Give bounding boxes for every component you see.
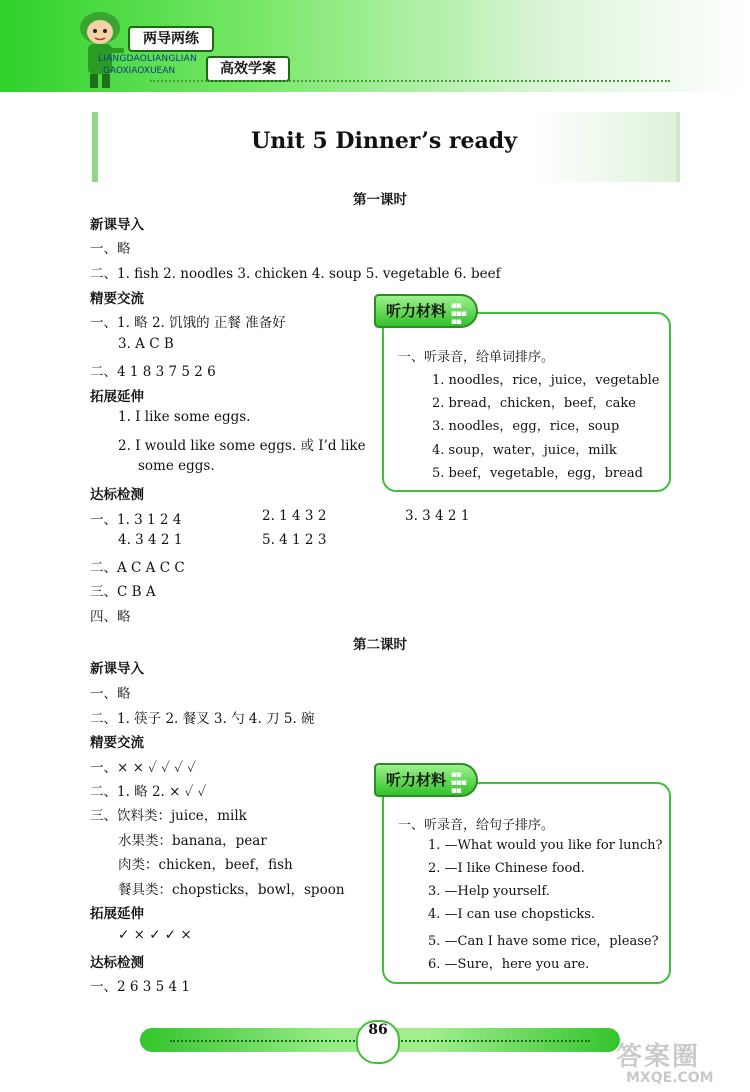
listening-item: 2. bread，chicken，beef，cake — [432, 396, 636, 411]
section-title: 精要交流 — [90, 291, 144, 307]
answer-line: 三、饮料类：juice，milk — [90, 808, 247, 824]
answer-line: 二、A C A C C — [90, 560, 185, 576]
answer-line: 2. I would like some eggs. 或 I’d like — [118, 438, 366, 454]
section-title: 精要交流 — [90, 735, 144, 751]
watermark: 答案圈 — [616, 1042, 701, 1072]
listening-item: 2. —I like Chinese food. — [428, 861, 585, 876]
series-pinyin-2: GAOXIAOXUEAN — [103, 66, 176, 76]
listening-item: 3. noodles，egg，rice，soup — [432, 419, 620, 434]
answer-line: 5. 4 1 2 3 — [262, 532, 327, 548]
answer-line: 一、1. 略 2. 饥饿的 正餐 准备好 — [90, 315, 286, 331]
lesson-heading: 第二课时 — [353, 637, 407, 653]
header-divider — [150, 80, 670, 82]
answer-line: 水果类：banana，pear — [118, 833, 267, 849]
section-title: 拓展延伸 — [90, 906, 144, 922]
answer-line: ✓ × ✓ ✓ × — [118, 927, 192, 943]
answer-line: 一、略 — [90, 686, 131, 702]
answer-line: 二、1. 略 2. × ✓ ✓ — [90, 784, 207, 800]
watermark-url: MXQE.COM — [626, 1070, 714, 1086]
answer-line: 4. 3 4 2 1 — [118, 532, 183, 548]
listening-materials-tag — [374, 763, 478, 797]
answer-line: 3. A C B — [118, 336, 174, 352]
answer-line: 肉类：chicken，beef，fish — [118, 857, 293, 873]
section-title: 拓展延伸 — [90, 389, 144, 405]
unit-title: Unit 5 Dinner’s ready — [251, 128, 517, 154]
answer-line: 一、1. 3 1 2 4 — [90, 512, 182, 528]
listening-intro: 一、听录音，给单词排序。 — [398, 350, 555, 365]
answer-line: 四、略 — [90, 609, 131, 625]
listening-item: 4. soup，water，juice，milk — [432, 443, 617, 458]
listening-tag-label: 听力材料 — [386, 302, 447, 320]
page-number: 86 — [356, 1020, 400, 1064]
section-title: 达标检测 — [90, 955, 144, 971]
answer-line: 二、1. fish 2. noodles 3. chicken 4. soup 5. vegetable 6. beef — [90, 266, 501, 282]
answer-line: 餐具类：chopsticks，bowl，spoon — [118, 882, 345, 898]
series-title: 两导两练 — [128, 26, 214, 52]
answer-line: 1. I like some eggs. — [118, 409, 251, 425]
series-pinyin: LIANGDAOLIANGLIAN — [98, 54, 197, 64]
listening-intro: 一、听录音，给句子排序。 — [398, 818, 555, 833]
answer-line: 二、1. 筷子 2. 餐叉 3. 勺 4. 刀 5. 碗 — [90, 711, 315, 727]
listening-item: 4. —I can use chopsticks. — [428, 907, 596, 922]
answer-line: 二、4 1 8 3 7 5 2 6 — [90, 364, 216, 380]
answer-line: 3. 3 4 2 1 — [405, 508, 470, 524]
listening-item: 1. noodles，rice，juice，vegetable — [432, 373, 660, 388]
lesson-heading: 第一课时 — [353, 192, 407, 208]
answer-line: 三、C B A — [90, 584, 156, 600]
section-title: 新课导入 — [90, 661, 144, 677]
listening-tag-label: 听力材料 — [386, 771, 447, 789]
listening-item: 6. —Sure，here you are. — [428, 957, 590, 972]
answer-line: 2. 1 4 3 2 — [262, 508, 327, 524]
listening-item: 1. —What would you like for lunch? — [428, 838, 663, 853]
listening-item: 3. —Help yourself. — [428, 884, 550, 899]
dots-icon: ▪▪ ▪▪▪ ▪▪ — [450, 301, 467, 327]
answer-line: 一、2 6 3 5 4 1 — [90, 979, 190, 995]
answer-line: 一、略 — [90, 241, 131, 257]
dots-icon: ▪▪ ▪▪▪ ▪▪ — [450, 770, 467, 796]
answer-line: 一、× × ✓ ✓ ✓ ✓ — [90, 760, 196, 776]
listening-item: 5. beef，vegetable，egg，bread — [432, 466, 643, 481]
listening-item: 5. —Can I have some rice，please? — [428, 934, 659, 949]
listening-materials-tag — [374, 294, 478, 328]
section-title: 达标检测 — [90, 487, 144, 503]
answer-line: some eggs. — [138, 458, 215, 474]
section-title: 新课导入 — [90, 217, 144, 233]
series-subtitle: 高效学案 — [206, 56, 290, 82]
